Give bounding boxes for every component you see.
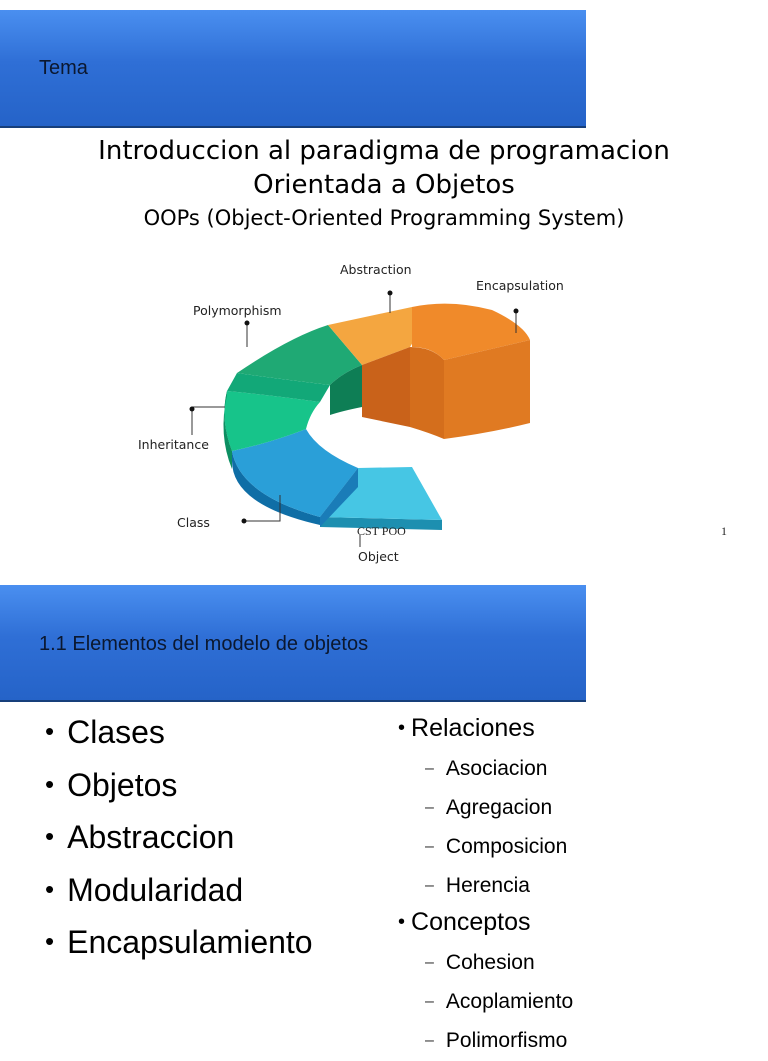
list-item: • Encapsulamiento (45, 920, 313, 973)
oop-ring-diagram (120, 255, 590, 575)
relations-concepts-list (398, 712, 573, 1061)
sub-item: – Acoplamiento (398, 983, 573, 1022)
slide-subtitle: OOPs (Object-Oriented Programming System) (143, 206, 625, 230)
slide2-header-text: 1.1 Elementos del modelo de objetos (39, 633, 369, 655)
list-item: • Modularidad (45, 868, 313, 921)
sub-item: – Cohesion (398, 944, 573, 983)
slide-title-line1: Introduccion al paradigma de programacion (98, 136, 670, 166)
sub-item: – Herencia (398, 867, 573, 906)
list-item: • Clases (45, 710, 313, 763)
segment-encapsulation (410, 304, 530, 439)
group-conceptos: • Conceptos (398, 906, 573, 940)
elements-list (45, 710, 313, 973)
sub-item: – Composicion (398, 828, 573, 867)
sub-item: – Agregacion (398, 789, 573, 828)
list-item: • Objetos (45, 763, 313, 816)
slide-footer: CST POO (357, 524, 406, 538)
label-object: Object (358, 549, 399, 564)
label-polymorphism: Polymorphism (193, 303, 282, 318)
slide1-header-text: Tema (39, 57, 88, 79)
slide2-header-banner (0, 585, 586, 702)
label-class: Class (177, 515, 210, 530)
label-abstraction: Abstraction (340, 262, 412, 277)
label-encapsulation: Encapsulation (476, 278, 564, 293)
sub-item: – Asociacion (398, 750, 573, 789)
sub-item: – Polimorfismo (398, 1022, 573, 1061)
label-inheritance: Inheritance (138, 437, 209, 452)
group-relaciones: • Relaciones (398, 712, 573, 746)
page-number: 1 (721, 524, 727, 538)
list-item: • Abstraccion (45, 815, 313, 868)
slide1-header-banner (0, 10, 586, 128)
slide-title-line2: Orientada a Objetos (253, 170, 515, 200)
